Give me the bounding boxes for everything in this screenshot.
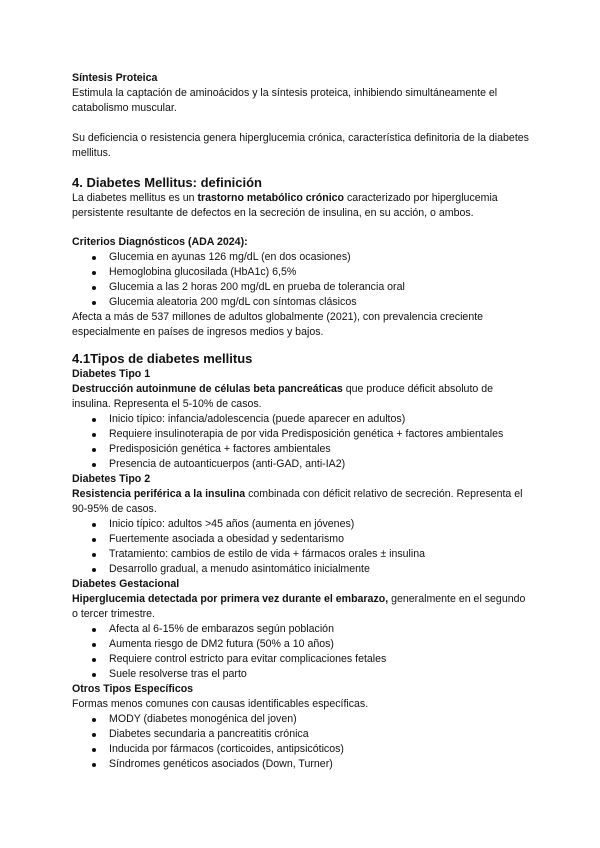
gestacional-title: Diabetes Gestacional [72,578,180,590]
list-item: Inicio típico: infancia/adolescencia (puede aparecer en adultos) [72,412,532,427]
deficiencia-block [72,131,532,161]
section-4-intro [72,191,532,221]
list-item: Inicio típico: adultos >45 años (aumenta en jóvenes) [72,517,532,532]
list-item: Hemoglobina glucosilada (HbA1c) 6,5% [72,265,532,280]
gestacional-desc [72,592,532,622]
list-item: Fuertemente asociada a obesidad y sedentarismo [72,532,532,547]
list-item: Tratamiento: cambios de estilo de vida + fármacos orales ± insulina [72,547,532,562]
tipo1-title: Diabetes Tipo 1 [72,368,151,380]
tipo2-desc [72,487,532,517]
otros-list [72,712,532,772]
tipo2-desc-post: combinada con déficit relativo de secreción. Representa el 90-95% de casos. [72,488,523,515]
gestacional-desc-post: generalmente en el segundo o tercer trimestre. [72,593,526,620]
list-item: Diabetes secundaria a pancreatitis crónica [72,727,532,742]
criterios-list [72,250,532,310]
list-item: Predisposición genética + factores ambientales [72,442,532,457]
list-item: Glucemia aleatoria 200 mg/dL con síntomas clásicos [72,295,532,310]
section-4-1-heading: 4.1Tipos de diabetes mellitus [72,351,253,366]
gestacional-list [72,622,532,682]
list-item: Requiere insulinoterapia de por vida Predisposición genética + factores ambientales [72,427,532,442]
list-item: MODY (diabetes monogénica del joven) [72,712,532,727]
intro-post: caracterizado por hiperglucemia persistente resultante de defectos en la secreción de insulina, en su acción, o ambos. [72,192,498,219]
prevalencia-text: Afecta a más de 537 millones de adultos globalmente (2021), con prevalencia creciente especialmente en países de ingresos medios y bajos. [72,311,484,338]
otros-title: Otros Tipos Específicos [72,683,194,695]
list-item: Inducida por fármacos (corticoides, antipsicóticos) [72,742,532,757]
tipo2-title: Diabetes Tipo 2 [72,473,151,485]
list-item: Síndromes genéticos asociados (Down, Turner) [72,757,532,772]
section-4-1 [72,350,532,772]
section-4-heading: 4. Diabetes Mellitus: definición [72,175,262,190]
list-item: Presencia de autoanticuerpos (anti-GAD, anti-IA2) [72,457,532,472]
sintesis-title: Síntesis Proteica [72,72,158,84]
tipo1-desc-bold: Destrucción autoinmune de células beta pancreáticas [72,383,343,395]
criterios-title: Criterios Diagnósticos (ADA 2024): [72,236,248,248]
list-item: Afecta al 6-15% de embarazos según población [72,622,532,637]
tipo1-desc [72,382,532,412]
tipo2-desc-bold: Resistencia periférica a la insulina [72,488,246,500]
gestacional-desc-bold: Hiperglucemia detectada por primera vez durante el embarazo, [72,593,389,605]
list-item: Desarrollo gradual, a menudo asintomático inicialmente [72,562,532,577]
tipo2-list [72,517,532,577]
sintesis-block [72,71,532,116]
criterios-block [72,235,532,340]
list-item: Glucemia a las 2 horas 200 mg/dL en prueba de tolerancia oral [72,280,532,295]
tipo1-desc-post: que produce déficit absoluto de insulina. Representa el 5-10% de casos. [72,383,494,410]
section-4 [72,174,532,221]
deficiencia-text: Su deficiencia o resistencia genera hiperglucemia crónica, característica definitoria de la diabetes mellitus. [72,132,529,159]
list-item: Requiere control estricto para evitar complicaciones fetales [72,652,532,667]
sintesis-text: Estimula la captación de aminoácidos y la síntesis proteica, inhibiendo simultáneamente el catabolismo muscular. [72,87,498,114]
list-item: Suele resolverse tras el parto [72,667,532,682]
list-item: Glucemia en ayunas 126 mg/dL (en dos ocasiones) [72,250,532,265]
list-item: Aumenta riesgo de DM2 futura (50% a 10 años) [72,637,532,652]
otros-desc: Formas menos comunes con causas identificables específicas. [72,698,369,710]
intro-bold: trastorno metabólico crónico [197,192,345,204]
tipo1-list [72,412,532,472]
intro-pre: La diabetes mellitus es un [72,192,198,204]
